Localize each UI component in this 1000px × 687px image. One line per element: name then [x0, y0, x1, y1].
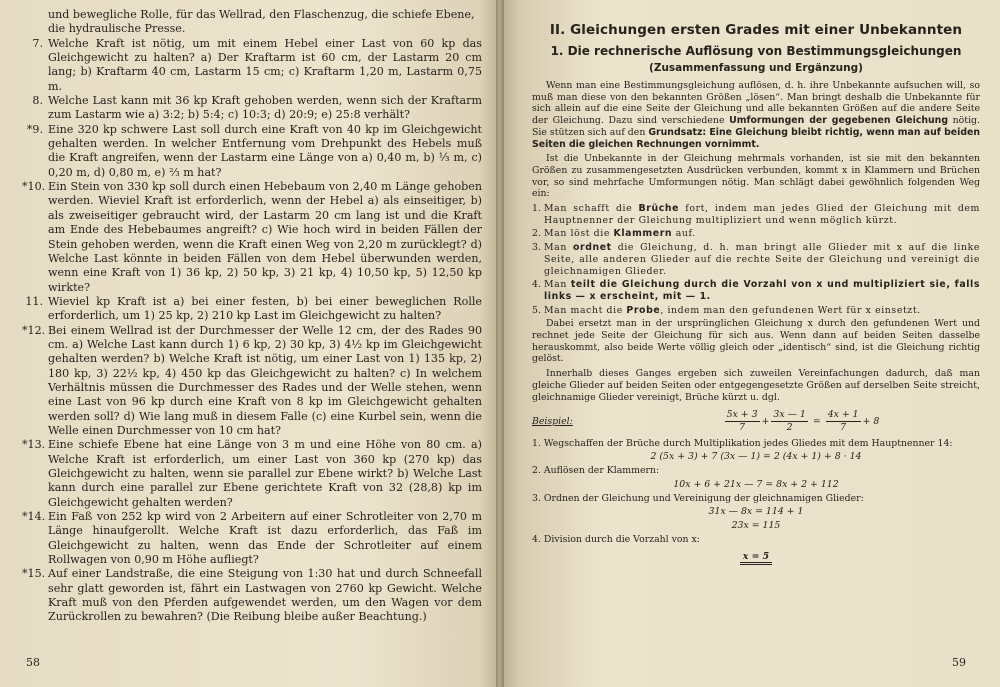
exercise-text: Eine schiefe Ebene hat eine Länge von 3 m und eine Höhe von 80 cm. a) Welche Kraft ist erforderlich, um einer Last von 360 kp (270 kp) das Gleichgewicht zu halten, wenn sie parallel zur Ebene wirkt? b) Welche Last kann durch eine parallel zur Ebene gerichtete Kraft von 32 (28,8) kp im Gleichgewicht gehalten werden?	[48, 438, 482, 509]
numerator: 5x + 3	[726, 409, 758, 421]
book-gutter	[496, 0, 504, 687]
step-text-pre: Man schafft die	[544, 203, 639, 215]
exercise-item	[22, 510, 482, 567]
exercise-list	[22, 37, 482, 625]
operator: +	[761, 415, 770, 427]
method-step	[532, 228, 980, 240]
exercise-number: *15.	[22, 567, 46, 581]
exercise-text: Welche Last kann mit 36 kp Kraft gehoben werden, wenn sich der Kraftarm zum Lastarm wie a) 3:2; b) 5:4; c) 10:3; d) 20:9; e) 25:8 verhält?	[48, 94, 482, 122]
denominator: 7	[840, 421, 847, 433]
simplification-paragraph: Innerhalb dieses Ganges ergeben sich zuweilen Vereinfachungen dadurch, daß man gleiche Glieder auf beiden Seiten oder entgegengesetzte Größen auf derselben Seite streicht, gleichnamige Glieder vereinigt, Brüche kürzt u. dgl.	[532, 368, 980, 403]
method-step	[532, 279, 980, 302]
solution-steps	[532, 438, 980, 546]
method-step	[532, 305, 980, 317]
left-page-text	[22, 8, 482, 625]
exercise-number: *10.	[22, 180, 46, 194]
step-text-pre: Man	[544, 279, 571, 291]
exercise-number: 8.	[32, 94, 43, 108]
step-number: 1.	[532, 203, 541, 215]
solution-equation: 2 (5x + 3) + 7 (3x — 1) = 2 (4x + 1) + 8 · 14	[650, 451, 862, 463]
exercise-number: *12.	[22, 323, 46, 337]
method-step	[532, 242, 980, 277]
step-number: 2.	[532, 228, 541, 240]
exercise-number: 7.	[32, 36, 43, 50]
method-paragraph: Ist die Unbekannte in der Gleichung mehrmals vorhanden, ist sie mit den bekannten Größen zu zusammengesetzten Ausdrücken verbunden, kommt x in Klammern und Brüchen vor, so sind mehrfache Umformungen nötig. Man schlägt dabei gewöhnlich folgenden Weg ein:	[532, 153, 980, 200]
step-text-post: fort, indem man jedes Glied der Gleichung mit dem Hauptnenner der Gleichung multipliziert und wenn möglich kürzt.	[544, 203, 980, 226]
exercise-text: Ein Faß von 252 kp wird von 2 Arbeitern auf einer Schrotleiter von 2,70 m Länge hinaufgerollt. Welche Kraft ist dazu erforderlich, das Faß im Gleichgewicht zu halten, wenn das Ende der Schrotleiter auf einem Rollwagen von 0,90 m Höhe aufliegt?	[48, 510, 482, 567]
step-text-pre: Man	[544, 242, 573, 254]
solution-step-label: 4. Division durch die Vorzahl von x:	[532, 533, 700, 545]
section-title: 1. Die rechnerische Auflösung von Bestimmungsgleichungen	[550, 44, 962, 58]
solution-equation: 23x = 115	[731, 519, 781, 531]
fraction	[725, 409, 760, 433]
step-text-post: auf.	[672, 228, 696, 240]
page-number-right: 59	[952, 656, 966, 669]
fraction	[771, 409, 807, 433]
step-text	[544, 242, 980, 277]
step-text-post: die Gleichung, d. h. man bringt alle Glieder mit x auf die linke Seite, alle anderen Glieder auf die rechte Seite der Gleichung und vereinigt die gleichnamigen Glieder.	[544, 242, 980, 277]
solution-step-label: 2. Auflösen der Klammern:	[532, 465, 660, 477]
check-paragraph: Dabei ersetzt man in der ursprünglichen Gleichung x durch den gefundenen Wert und rechnet jede Seite der Gleichung für sich aus. Wenn dann auf beiden Seiten dasselbe herauskommt, also beide Werte völlig gleich oder „identisch“ sind, ist die Gleichung richtig gelöst.	[532, 318, 980, 365]
exercise-item	[22, 324, 482, 439]
step-number: 4.	[532, 279, 541, 291]
step-number: 3.	[532, 242, 541, 254]
section-subtitle: (Zusammenfassung und Ergänzung)	[649, 62, 863, 74]
intro-bold-1: Umformungen der gegebenen Gleichung	[729, 115, 949, 127]
chapter-title: II. Gleichungen ersten Grades mit einer Unbekannten	[549, 22, 963, 38]
intro-text-2: nötig. Sie stützen sich auf den	[532, 115, 981, 138]
step-text-pre: Man macht die	[544, 304, 627, 316]
exercise-text: Auf einer Landstraße, die eine Steigung von 1:30 hat und durch Schneefall sehr glatt geworden ist, fährt ein Lastwagen von 2760 kp Gewicht. Welche Kraft muß von den Pferden aufgewendet werden, um den Wagen vor dem Zurückrollen zu bewahren? (Die Reibung bleibe außer Beachtung.)	[48, 567, 482, 624]
step-text-post: , indem man den gefundenen Wert für x einsetzt.	[660, 304, 921, 316]
result	[532, 551, 980, 563]
step-text	[544, 305, 980, 317]
exercise-item	[22, 567, 482, 624]
example-label: Beispiel:	[532, 415, 573, 427]
step-keyword: Probe	[626, 304, 661, 316]
step-text	[544, 203, 980, 226]
page-number-left: 58	[26, 656, 40, 669]
denominator: 7	[739, 421, 746, 433]
lead-line: und bewegliche Rolle, für das Wellrad, den Flaschenzug, die schiefe Ebene,	[48, 8, 475, 21]
result-value: x = 5	[740, 551, 772, 565]
exercise-text: Welche Kraft ist nötig, um mit einem Hebel einer Last von 60 kp das Gleichgewicht zu halten? a) Der Kraftarm ist 60 cm, der Lastarm 20 cm lang; b) Kraftarm 40 cm, Lastarm 15 cm; c) Kraftarm 1,20 m, Lastarm 0,75 m.	[48, 36, 482, 93]
solution-equation: 10x + 6 + 21x — 7 = 8x + 2 + 112	[673, 478, 839, 490]
step-keyword: teilt die Gleichung durch die Vorzahl von x und multipliziert sie, falls links — x erscheint, mit — 1.	[544, 279, 980, 302]
fraction	[826, 409, 861, 433]
numerator: 3x — 1	[773, 409, 806, 421]
solution-step-label: 3. Ordnen der Gleichung und Vereinigung der gleichnamigen Glieder:	[532, 492, 864, 504]
exercise-number: *13.	[22, 438, 46, 452]
solution-step-label: 1. Wegschaffen der Brüche durch Multiplikation jedes Gliedes mit dem Hauptnenner 14:	[532, 437, 953, 449]
exercise-item	[22, 37, 482, 94]
equation-tail: + 8	[862, 415, 880, 427]
lead-line: die hydraulische Presse.	[48, 22, 186, 36]
exercise-number: 11.	[25, 294, 43, 308]
step-keyword: Klammern	[613, 228, 673, 240]
right-page-text	[532, 80, 980, 563]
exercise-text: Ein Stein von 330 kp soll durch einen Hebebaum von 2,40 m Länge gehoben werden. Wieviel Kraft ist erforderlich, wenn der Hebel a) als einseitiger, b) als zweiseitiger gebraucht wird, der Lastarm 20 cm lang ist und die Kraft am Ende des Hebebaumes angreift? c) Wie hoch wird in beiden Fällen der Stein gehoben werden, wenn die Kraft einen Weg von 2,20 m zurücklegt? d) Welche Last könnte in beiden Fällen von dem Hebel überwunden werden, wenn eine Kraft von 1) 36 kp, 2) 50 kp, 3) 21 kp, 4) 10,50 kp, 5) 12,50 kp wirkte?	[48, 180, 482, 294]
exercise-item	[22, 94, 482, 123]
method-step	[532, 203, 980, 226]
intro-text: Wenn man eine Bestimmungsgleichung auflösen, d. h. ihre Unbekannte aufsuchen will, so muß man diese von den bekannten Größen „lösen“. Man bringt deshalb die Unbekannte für sich allein auf die eine Seite der Gleichung und alle bekannten Größen auf die andere Seite der Gleichung. Dazu sind verschiedene	[532, 80, 980, 127]
intro-bold-2: Grundsatz: Eine Gleichung bleibt richtig, wenn man auf beiden Seiten die gleichen Rechnungen vornimmt.	[532, 126, 980, 150]
example-equation	[622, 409, 980, 433]
step-text-pre: Man löst die	[544, 228, 614, 240]
step-keyword: Brüche	[638, 203, 680, 215]
lead-text	[22, 8, 482, 37]
exercise-item	[22, 123, 482, 180]
exercise-number: *9.	[26, 122, 43, 136]
intro-paragraph	[532, 80, 980, 150]
exercise-text: Bei einem Wellrad ist der Durchmesser der Welle 12 cm, der des Rades 90 cm. a) Welche Last kann durch 1) 6 kp, 2) 30 kp, 3) 4½ kp im Gleichgewicht gehalten werden? b) Welche Kraft ist nötig, um einer Last von 1) 135 kp, 2) 180 kp, 3) 22½ kp, 4) 450 kp das Gleichgewicht zu halten? c) In welchem Verhältnis müssen die Durchmesser des Rades und der Welle stehen, wenn eine Last von 96 kp durch eine Kraft von 8 kp im Gleichgewicht gehalten werden soll? d) Wie lang muß in diesem Falle (c) eine Kurbel sein, wenn die Welle einen Durchmesser von 10 cm hat?	[48, 323, 482, 437]
operator: =	[812, 415, 821, 427]
exercise-item	[22, 295, 482, 324]
step-text	[544, 228, 980, 240]
numerator: 4x + 1	[827, 409, 859, 421]
exercise-item	[22, 438, 482, 510]
step-text	[544, 279, 980, 302]
example-row	[532, 409, 980, 433]
exercise-number: *14.	[22, 510, 46, 524]
exercise-item	[22, 180, 482, 295]
denominator: 2	[786, 421, 793, 433]
method-steps	[532, 203, 980, 316]
step-keyword: ordnet	[572, 242, 612, 254]
exercise-text: Wieviel kp Kraft ist a) bei einer festen, b) bei einer beweglichen Rolle erforderlich, um 1) 25 kp, 2) 210 kp Last im Gleichgewicht zu halten?	[48, 294, 482, 323]
right-page	[500, 0, 1000, 687]
step-number: 5.	[532, 304, 541, 316]
solution-equation: 31x — 8x = 114 + 1	[708, 506, 804, 518]
exercise-text: Eine 320 kp schwere Last soll durch eine Kraft von 40 kp im Gleichgewicht gehalten werden. In welcher Entfernung vom Drehpunkt des Hebels muß die Kraft angreifen, wenn der Lastarm eine Länge von a) 0,40 m, b) ⅓ m, c) 0,20 m, d) 0,80 m, e) ⅔ m hat?	[48, 122, 482, 179]
